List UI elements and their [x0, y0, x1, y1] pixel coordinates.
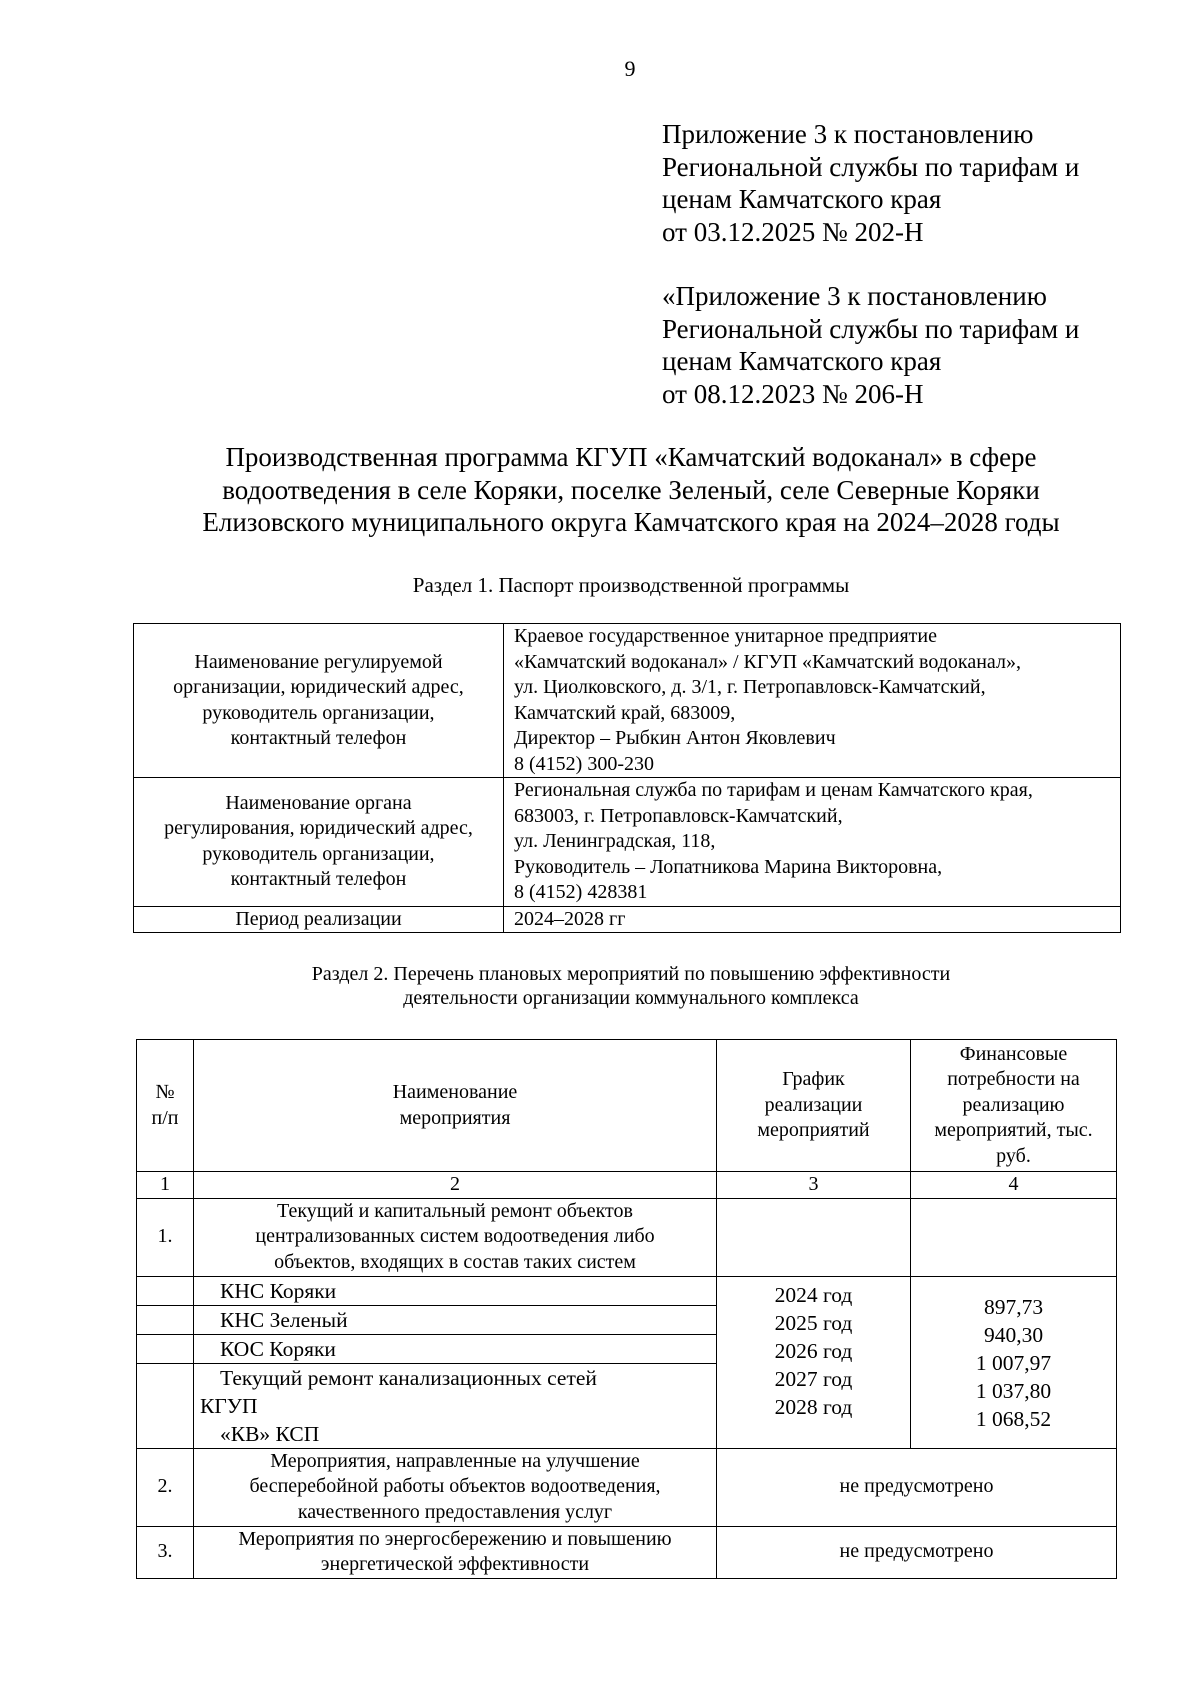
subitem-name: КНС Коряки [194, 1276, 717, 1305]
section2-heading [90, 962, 1172, 1010]
text-line: «КВ» КСП [220, 1421, 320, 1446]
appendix-line: Приложение 3 к постановлению [662, 119, 1034, 149]
text-line: Текущий и капитальный ремонт объектов [277, 1199, 633, 1222]
text-line: Мероприятия, направленные на улучшение [270, 1449, 640, 1472]
measure-name [194, 1526, 717, 1578]
title-line: водоотведения в селе Коряки, поселке Зеленый, селе Северные Коряки [222, 474, 1040, 505]
text-line: энергетической эффективности [320, 1553, 590, 1575]
text-line: ул. Циолковского, д. 3/1, г. Петропавловск-Камчатский, [514, 676, 986, 698]
appendix-line: от 08.12.2023 № 206-Н [662, 378, 924, 409]
empty-cell [717, 1198, 911, 1276]
status-cell: не предусмотрено [717, 1526, 1117, 1578]
text-line: ул. Ленинградская, 118, [514, 830, 716, 852]
empty-cell [137, 1305, 194, 1334]
appendix-header-old [662, 280, 1079, 410]
col-number: 2 [194, 1172, 717, 1199]
table-row [134, 778, 1121, 907]
text-line: Наименование регулируемой [194, 650, 443, 673]
appendix-line: Региональной службы по тарифам и [662, 151, 1080, 182]
text-line: 897,73 [983, 1294, 1044, 1319]
text-line: централизованных систем водоотведения либо [255, 1225, 655, 1248]
empty-cell [137, 1334, 194, 1363]
header-schedule [717, 1040, 911, 1172]
appendix-line: Региональной службы по тарифам и [662, 313, 1080, 344]
heading-line: деятельности организации коммунального комплекса [403, 987, 859, 1009]
text-line: 2027 год [774, 1366, 853, 1391]
schedule-years [717, 1276, 911, 1448]
table-row [137, 1276, 1117, 1305]
text-line: Краевое государственное унитарное предприятие [514, 625, 937, 647]
text-line: руб. [996, 1144, 1031, 1167]
text-line: 1 007,97 [975, 1350, 1052, 1375]
text-line: руководитель организации, [202, 701, 435, 724]
measures-table [136, 1039, 1117, 1579]
text-line: 940,30 [983, 1322, 1044, 1347]
text-line: реализацию [962, 1093, 1065, 1116]
text-line: Камчатский край, 683009, [514, 701, 736, 724]
status-cell: не предусмотрено [717, 1448, 1117, 1526]
empty-cell [137, 1276, 194, 1305]
text-line: 683003, г. Петропавловск-Камчатский, [514, 804, 843, 827]
table-row [134, 906, 1121, 933]
appendix-header-new [662, 118, 1079, 248]
empty-cell [137, 1363, 194, 1448]
text-line: Финансовые [959, 1042, 1068, 1065]
text-line: руководитель организации, [202, 842, 435, 865]
table-row [137, 1448, 1117, 1526]
text-line: 2024–2028 гг [514, 907, 626, 930]
text-line: 2026 год [774, 1338, 853, 1363]
appendix-line: «Приложение 3 к постановлению [662, 281, 1047, 311]
passport-value-cell [504, 624, 1121, 778]
empty-cell [911, 1198, 1117, 1276]
text-line: Руководитель – Лопатникова Марина Викторовна, [514, 855, 943, 878]
passport-label-cell [134, 906, 504, 933]
text-line: График [782, 1068, 845, 1091]
text-line: контактный телефон [230, 868, 407, 891]
header-num [137, 1040, 194, 1172]
passport-value-cell [504, 778, 1121, 907]
text-line: контактный телефон [230, 727, 407, 749]
text-line: п/п [151, 1106, 179, 1129]
text-line: Директор – Рыбкин Антон Яковлевич [514, 727, 836, 749]
passport-table [133, 623, 1121, 933]
col-number: 3 [717, 1172, 911, 1199]
title-line: Елизовского муниципального округа Камчатского края на 2024–2028 годы [202, 507, 1060, 537]
text-line: Наименование [392, 1081, 518, 1103]
text-line: 1 068,52 [975, 1406, 1052, 1431]
passport-label-cell [134, 778, 504, 907]
header-finance [911, 1040, 1117, 1172]
text-line: Наименование органа [225, 791, 412, 814]
row-number: 3. [137, 1526, 194, 1578]
table-header-row [137, 1040, 1117, 1172]
text-line: бесперебойной работы объектов водоотведения, [249, 1475, 661, 1498]
appendix-line: ценам Камчатского края [662, 184, 942, 214]
text-line: «Камчатский водоканал» / КГУП «Камчатский водоканал», [514, 650, 1021, 673]
table-row [134, 624, 1121, 778]
text-line: реализации [764, 1093, 863, 1116]
section1-heading: Раздел 1. Паспорт производственной программы [412, 573, 850, 597]
page-number: 9 [624, 56, 636, 81]
measure-name [194, 1448, 717, 1526]
measure-name [194, 1198, 717, 1276]
row-number: 1. [137, 1198, 194, 1276]
title-line: Производственная программа КГУП «Камчатский водоканал» в сфере [225, 442, 1037, 472]
text-line: мероприятий, тыс. [934, 1119, 1093, 1142]
text-line: качественного предоставления услуг [297, 1500, 613, 1523]
text-line: Период реализации [235, 907, 402, 930]
heading-line: Раздел 2. Перечень плановых мероприятий по повышению эффективности [311, 963, 951, 985]
appendix-line: от 03.12.2025 № 202-Н [662, 216, 924, 247]
row-number: 2. [137, 1448, 194, 1526]
text-line: потребности на [947, 1068, 1080, 1091]
text-line: организации, юридический адрес, [173, 676, 464, 698]
table-row [137, 1526, 1117, 1578]
subitem-name: КОС Коряки [194, 1334, 717, 1363]
passport-value-cell [504, 906, 1121, 933]
appendix-line: ценам Камчатского края [662, 346, 942, 376]
text-line: 8 (4152) 300-230 [514, 752, 654, 775]
text-line: мероприятий [757, 1119, 870, 1142]
text-line: 2025 год [774, 1310, 853, 1335]
text-line: объектов, входящих в состав таких систем [274, 1250, 636, 1273]
text-line: мероприятия [399, 1106, 511, 1129]
col-number: 1 [137, 1172, 194, 1199]
col-number: 4 [911, 1172, 1117, 1199]
text-line: Текущий ремонт канализационных сетей [220, 1365, 597, 1390]
text-line: Мероприятия по энергосбережению и повышению [238, 1527, 672, 1550]
text-line: 2028 год [774, 1394, 853, 1419]
subitem-name: КНС Зеленый [194, 1305, 717, 1334]
text-line: № [155, 1081, 175, 1103]
column-number-row [137, 1172, 1117, 1199]
finance-amounts [911, 1276, 1117, 1448]
header-name [194, 1040, 717, 1172]
passport-label-cell [134, 624, 504, 778]
subitem-name [194, 1363, 717, 1448]
text-line: 2024 год [774, 1282, 853, 1307]
text-line: КГУП [200, 1393, 258, 1418]
text-line: 8 (4152) 428381 [514, 881, 648, 903]
text-line: регулирования, юридический адрес, [164, 817, 473, 840]
table-row [137, 1198, 1117, 1276]
text-line: Региональная служба по тарифам и ценам Камчатского края, [514, 779, 1033, 801]
text-line: 1 037,80 [975, 1378, 1052, 1403]
document-title [90, 441, 1172, 539]
